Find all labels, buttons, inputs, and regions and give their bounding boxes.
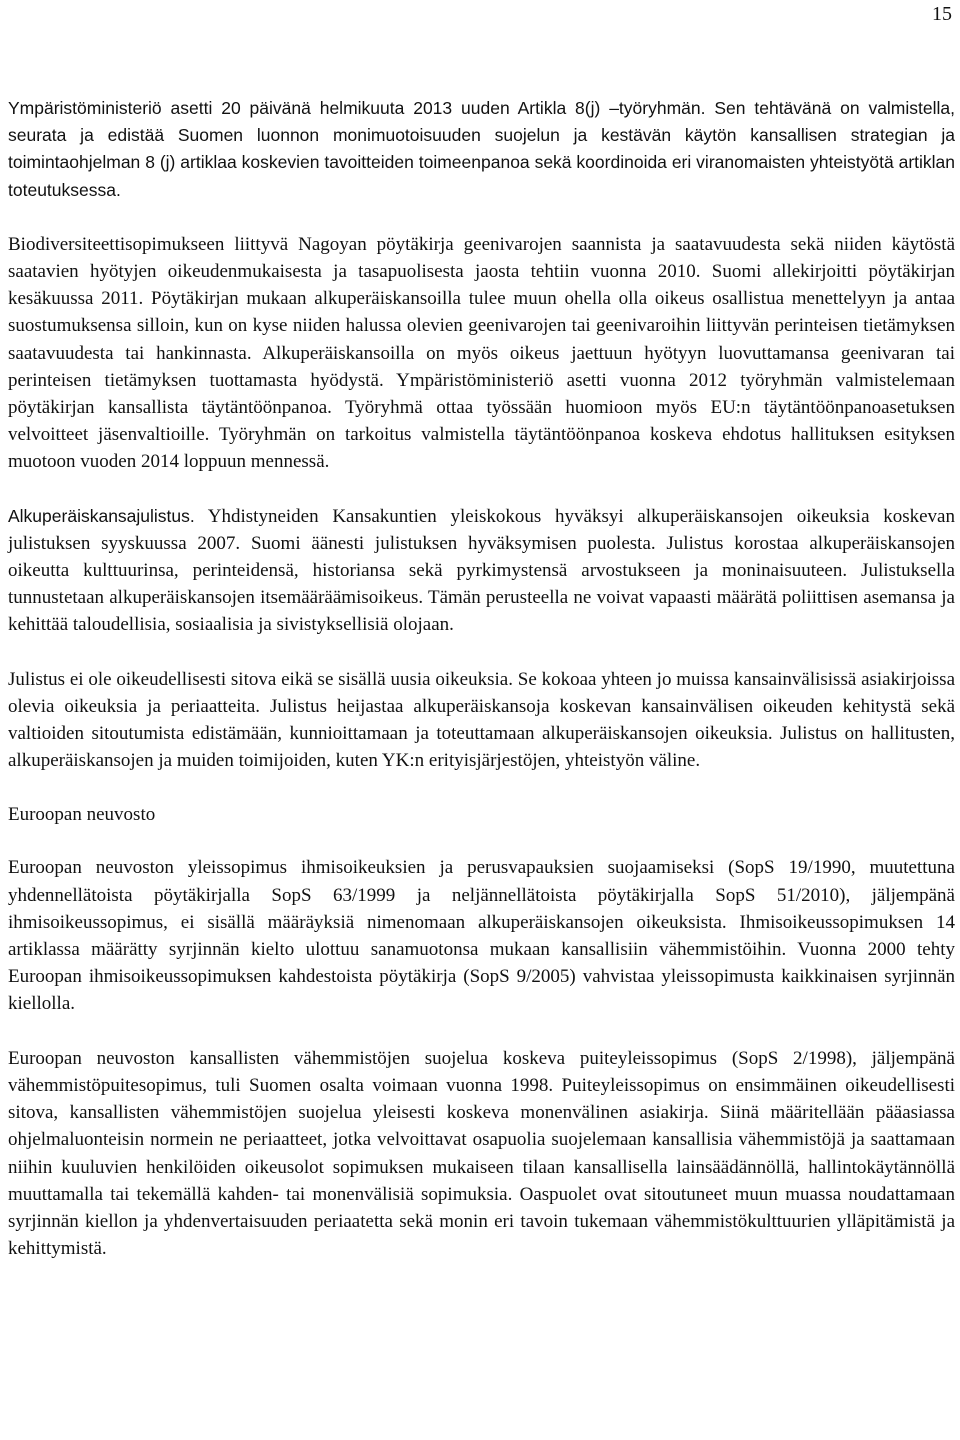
section-heading: Euroopan neuvosto <box>8 804 156 826</box>
paragraph-lead-term: Alkuperäiskansajulistus. <box>8 505 195 526</box>
paragraph-declaration-status: Julistus ei ole oikeudellisesti sitova eikä se sisällä uusia oikeuksia. Se kokoaa yhteen jo muissa kansainvälisissä asiakirjoissa olevia oikeuksia ja periaatteita. Julistus heijastaa alkuperäiskansoja koskevan kansainvälisen oikeuden kehitystä sekä valtioiden sitoutumista edistämään, kunnioittamaan ja toteuttamaan alkuperäiskansojen oikeuksia. Julistus on hallitusten, alkuperäiskansojen ja muiden toimijoiden, kuten YK:n erityisjärjestöjen, yhteistyön väline. <box>8 668 955 772</box>
paragraph-working-group: Ympäristöministeriö asetti 20 päivänä helmikuuta 2013 uuden Artikla 8(j) –työryhmän. Sen tehtävänä on valmistella, seurata ja edistää Suomen luonnon monimuotoisuuden suojelun ja kestävän käytön kansallisen strategian ja toimintaohjelman 8 (j) artiklaa koskevien tavoitteiden toimeenpanoa sekä koordinoida eri viranomaisten yhteistyötä artiklan toteutuksessa. <box>8 98 955 200</box>
paragraph-minorities-convention: Euroopan neuvoston kansallisten vähemmistöjen suojelua koskeva puiteyleissopimus (SopS 2/1998), jäljempänä vähemmistöpuitesopimus, tuli Suomen osalta voimaan vuonna 1998. Puiteyleissopimus on ensimmäinen oikeudellisesti sitova, kansallisten vähemmistöjen suojelua yleisesti koskeva monenvälinen asiakirja. Siinä määritellään pääasiassa ohjelmaluonteisin normein ne periaatteet, jotka velvoittavat osapuolia suojelemaan kansallisia vähemmistöjä ja saattamaan niihin kuuluvien henkilöiden oikeusolot sopimuksen mukaiseen tilaan kansallisella lainsäädännöllä, hallintokäytännöllä muuttamalla tai tekemällä kahden- tai monenvälisiä sopimuksia. Oaspuolet ovat sitoutuneet muun muassa noudattamaan syrjinnän kiellon ja yhdenvertaisuuden periaatetta sekä monin eri tavoin tukemaan vähemmistökulttuurien ylläpitämistä ja kehittymistä. <box>8 1047 955 1260</box>
document-body <box>8 95 955 1289</box>
paragraph-indigenous-declaration <box>8 503 955 639</box>
paragraph-nagoya-protocol: Biodiversiteettisopimukseen liittyvä Nagoyan pöytäkirja geenivarojen saannista ja saatavuudesta sekä niiden käytöstä saatavien hyötyjen oikeudenmukaisesta ja tasapuolisesta jaosta tehtiin vuonna 2010. Suomi allekirjoitti pöytäkirjan kesäkuussa 2011. Pöytäkirjan mukaan alkuperäiskansoilla tulee muun ohella olla oikeus osallistua menettelyyn ja antaa suostumuksensa silloin, kun on kyse niiden halussa olevien geenivarojen tai geenivaroihin liittyvän perinteisen tietämyksen saatavuudesta tai hankinnasta. Alkuperäiskansoilla on myös oikeus jaettuun hyötyyn luovuttamansa geenivaran tai perinteisen tietämyksen tuottamasta hyödystä. Ympäristöministeriö asetti vuonna 2012 työryhmän valmistelemaan pöytäkirjan kansallista täytäntöönpanoa. Työryhmä ottaa työssään huomioon myös EU:n täytäntöönpanoasetuksen velvoitteet jäsenvaltioille. Työryhmän on tarkoitus valmistella täytäntöönpanoa koskeva ehdotus hallituksen esityksen muotoon vuoden 2014 loppuun mennessä. <box>8 233 955 473</box>
page-number: 15 <box>932 3 952 25</box>
paragraph-human-rights-convention: Euroopan neuvoston yleissopimus ihmisoikeuksien ja perusvapauksien suojaamiseksi (SopS 19/1990, muutettuna yhdennellätoista pöytäkirjalla SopS 63/1999 ja neljännellätoista pöytäkirjalla SopS 51/2010), jäljempänä ihmisoikeussopimus, ei sisällä määräyksiä nimenomaan alkuperäiskansojen oikeuksista. Ihmisoikeussopimuksen 14 artiklassa määrätty syrjinnän kielto ulottuu sanamuotonsa mukaan kansallisiin vähemmistöihin. Vuonna 2000 tehty Euroopan ihmisoikeussopimuksen kahdestoista pöytäkirja (SopS 9/2005) vahvistaa yleissopimusta kaikkinaisen syrjinnän kiellolla. <box>8 857 955 1015</box>
paragraph-text: Yhdistyneiden Kansakuntien yleiskokous hyväksyi alkuperäiskansojen oikeuksia koskevan julistuksen syyskuussa 2007. Suomi äänesti julistuksen hyväksymisen puolesta. Julistus korostaa alkuperäiskansojen oikeutta kulttuurinsa, perinteidensä, historiansa sekä pyrkimystensä arvostukseen ja moninaisuuteen. Julistuksella tunnustetaan alkuperäiskansojen itsemääräämisoikeus. Tämän perusteella ne voivat vapaasti määrätä poliittisen asemansa ja kehittää taloudellisia, sosiaalisia ja sivistyksellisiä olojaan. <box>8 505 955 636</box>
